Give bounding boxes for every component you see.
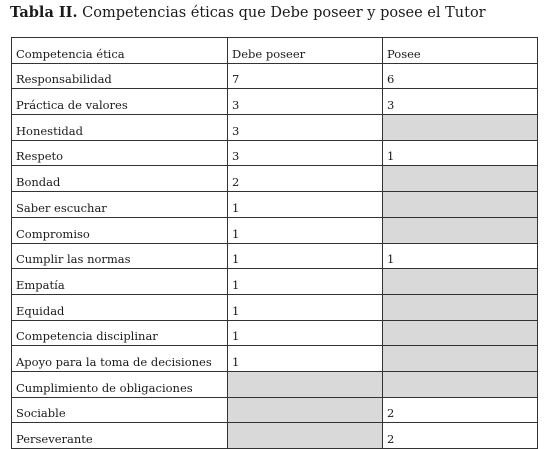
table-row	[12, 371, 538, 397]
posee-cell: 3	[383, 89, 538, 115]
caption-label: Tabla II.	[10, 4, 78, 21]
table-row	[12, 115, 538, 141]
debe-poseer-cell: 1	[228, 346, 383, 372]
competencia-cell: Equidad	[12, 294, 228, 320]
posee-cell	[383, 217, 538, 243]
debe-poseer-cell: 2	[228, 166, 383, 192]
posee-cell	[383, 269, 538, 295]
header-competencia: Competencia ética	[12, 38, 228, 64]
table-row	[12, 63, 538, 89]
posee-cell: 6	[383, 63, 538, 89]
posee-cell: 1	[383, 243, 538, 269]
table-row	[12, 166, 538, 192]
competencia-cell: Empatía	[12, 269, 228, 295]
debe-poseer-cell	[228, 397, 383, 423]
competencia-cell: Perseverante	[12, 423, 228, 449]
debe-poseer-cell: 1	[228, 217, 383, 243]
table-row	[12, 397, 538, 423]
competencia-cell: Saber escuchar	[12, 192, 228, 218]
competencia-cell: Sociable	[12, 397, 228, 423]
posee-cell	[383, 192, 538, 218]
table-row	[12, 320, 538, 346]
competencia-cell: Competencia disciplinar	[12, 320, 228, 346]
posee-cell	[383, 115, 538, 141]
competencies-table	[11, 37, 538, 449]
competencia-cell: Responsabilidad	[12, 63, 228, 89]
debe-poseer-cell	[228, 371, 383, 397]
posee-cell	[383, 294, 538, 320]
debe-poseer-cell: 3	[228, 115, 383, 141]
posee-cell: 2	[383, 397, 538, 423]
table-row	[12, 294, 538, 320]
posee-cell	[383, 371, 538, 397]
competencia-cell: Respeto	[12, 140, 228, 166]
debe-poseer-cell: 3	[228, 140, 383, 166]
posee-cell: 2	[383, 423, 538, 449]
debe-poseer-cell	[228, 423, 383, 449]
caption-text: Competencias éticas que Debe poseer y posee el Tutor	[82, 5, 486, 21]
table-row	[12, 140, 538, 166]
table-header-row	[12, 38, 538, 64]
competencia-cell: Apoyo para la toma de decisiones	[12, 346, 228, 372]
debe-poseer-cell: 1	[228, 269, 383, 295]
table-row	[12, 423, 538, 449]
posee-cell: 1	[383, 140, 538, 166]
table-caption	[10, 4, 486, 22]
posee-cell	[383, 166, 538, 192]
competencia-cell: Cumplimiento de obligaciones	[12, 371, 228, 397]
table-row	[12, 243, 538, 269]
debe-poseer-cell: 7	[228, 63, 383, 89]
competencia-cell: Bondad	[12, 166, 228, 192]
debe-poseer-cell: 1	[228, 192, 383, 218]
table-row	[12, 269, 538, 295]
debe-poseer-cell: 1	[228, 320, 383, 346]
table-row	[12, 346, 538, 372]
debe-poseer-cell: 1	[228, 243, 383, 269]
debe-poseer-cell: 3	[228, 89, 383, 115]
posee-cell	[383, 320, 538, 346]
table-row	[12, 89, 538, 115]
competencia-cell: Honestidad	[12, 115, 228, 141]
competencia-cell: Compromiso	[12, 217, 228, 243]
debe-poseer-cell: 1	[228, 294, 383, 320]
header-debe-poseer: Debe poseer	[228, 38, 383, 64]
competencia-cell: Práctica de valores	[12, 89, 228, 115]
table-row	[12, 192, 538, 218]
posee-cell	[383, 346, 538, 372]
header-posee: Posee	[383, 38, 538, 64]
competencia-cell: Cumplir las normas	[12, 243, 228, 269]
table-row	[12, 217, 538, 243]
